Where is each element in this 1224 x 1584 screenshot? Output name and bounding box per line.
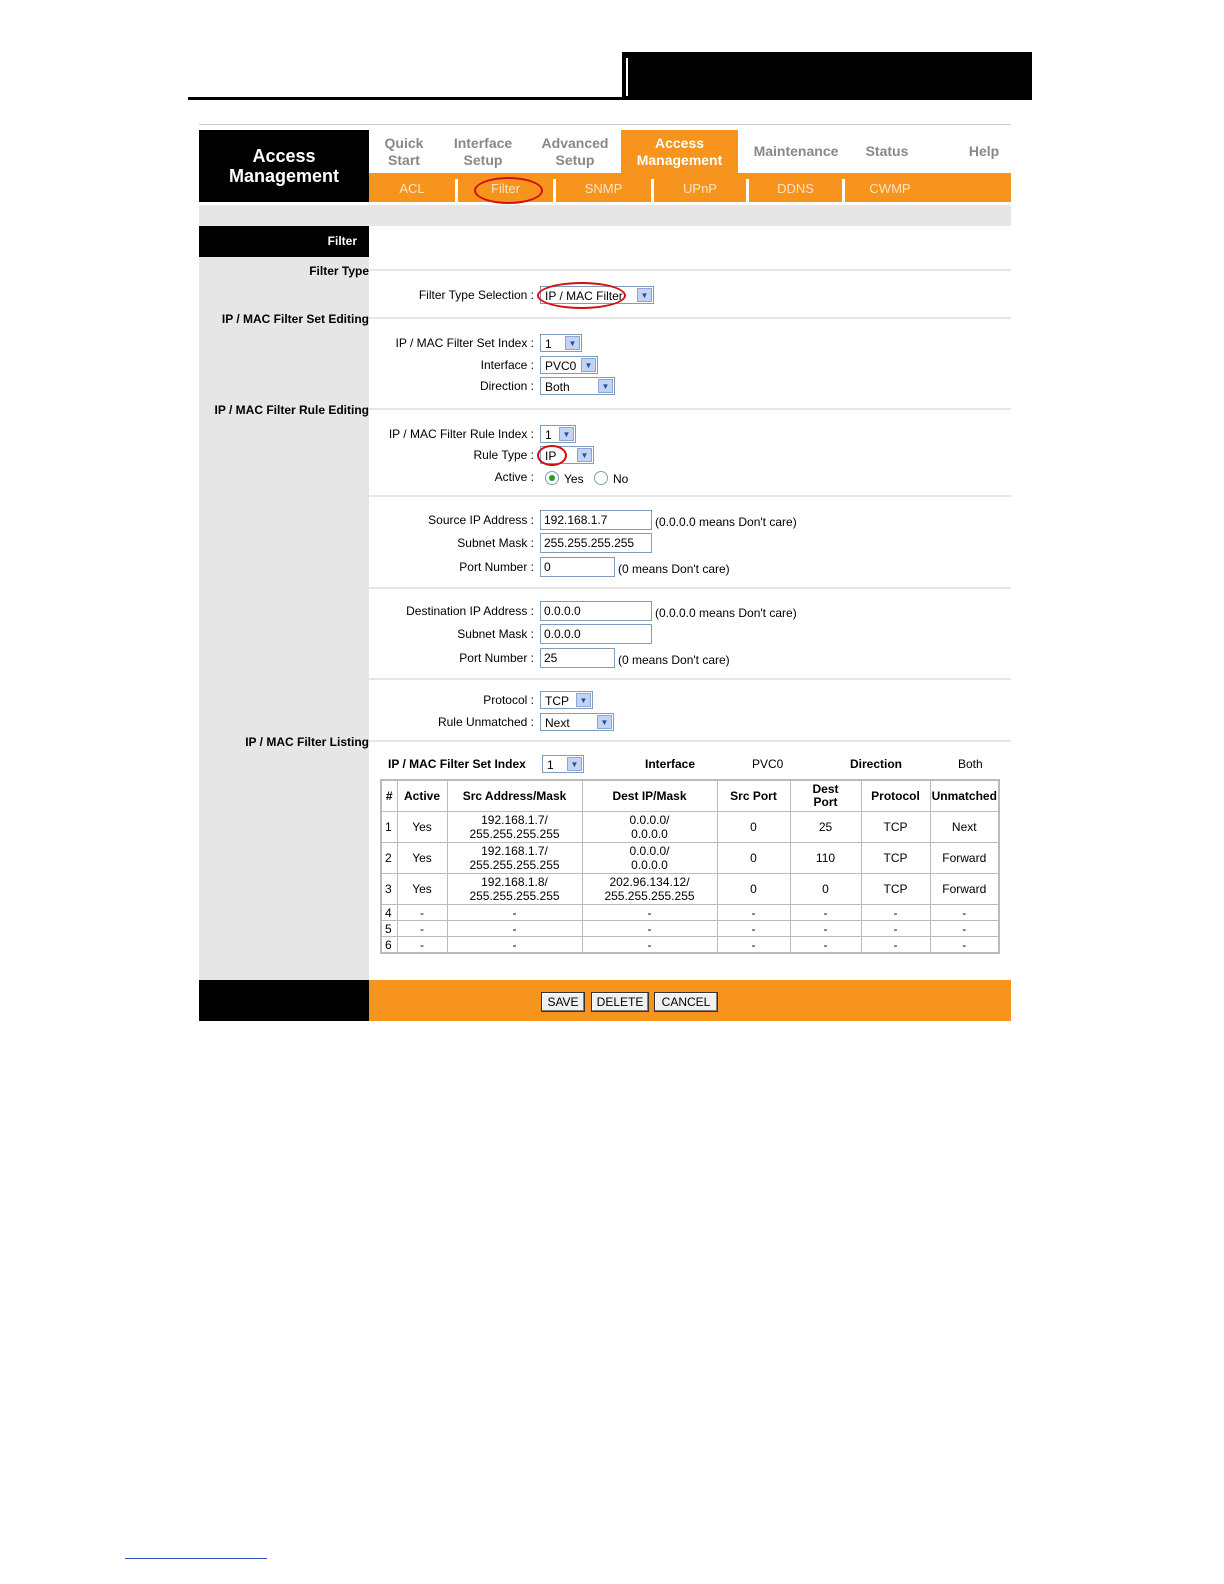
table-cell: 0.0.0.0/ 0.0.0.0 — [582, 812, 717, 843]
interface-select[interactable] — [540, 356, 598, 374]
source-port-label: Port Number : — [459, 560, 534, 574]
table-cell: - — [447, 905, 582, 921]
table-cell: - — [582, 905, 717, 921]
filter-type-label: Filter Type Selection : — [418, 288, 534, 302]
filter-type-heading: Filter Type — [309, 264, 369, 278]
nav-interface-setup[interactable]: Interface Setup — [453, 134, 513, 168]
subnav-acl[interactable]: ACL — [399, 181, 425, 196]
table-cell: 0.0.0.0/ 0.0.0.0 — [582, 843, 717, 874]
direction-label: Direction : — [479, 379, 534, 393]
rule-unmatched-value: Next — [545, 716, 570, 730]
table-cell: - — [790, 937, 861, 954]
table-cell: 5 — [381, 921, 397, 937]
listing-set-index-select[interactable] — [542, 755, 584, 773]
chevron-down-icon: ▼ — [597, 715, 612, 729]
divider — [369, 408, 1011, 410]
table-cell: Next — [930, 812, 999, 843]
source-port-hint: (0 means Don't care) — [618, 562, 730, 576]
table-header-row — [381, 780, 999, 812]
set-index-label: IP / MAC Filter Set Index : — [395, 336, 534, 350]
divider — [369, 317, 1011, 319]
table-cell: - — [790, 921, 861, 937]
source-ip-input[interactable]: 192.168.1.7 — [540, 510, 652, 530]
interface-value: PVC0 — [545, 359, 577, 373]
col-header: Dest Port — [790, 780, 861, 812]
listing-interface-label: Interface — [645, 757, 696, 771]
table-cell: 0 — [790, 874, 861, 905]
save-button[interactable]: SAVE — [541, 992, 585, 1012]
table-cell: 110 — [790, 843, 861, 874]
table-cell: 0 — [717, 843, 790, 874]
listing-direction-value: Both — [958, 757, 983, 771]
listing-set-index-value: 1 — [547, 758, 554, 772]
protocol-value: TCP — [545, 694, 569, 708]
divider — [199, 124, 1011, 125]
subnav-filter[interactable]: Filter — [491, 181, 520, 196]
col-header: Active — [397, 780, 447, 812]
col-header: Src Port — [717, 780, 790, 812]
rule-type-select[interactable] — [540, 446, 594, 464]
table-cell: - — [861, 937, 930, 954]
dest-port-hint: (0 means Don't care) — [618, 653, 730, 667]
table-cell: - — [790, 905, 861, 921]
active-no-label: No — [613, 472, 629, 486]
divider — [369, 678, 1011, 680]
active-yes-label: Yes — [564, 472, 584, 486]
nav-quick-start[interactable]: Quick Start — [384, 134, 424, 168]
left-label-column — [199, 226, 369, 980]
table-cell: Yes — [397, 874, 447, 905]
table-cell: 192.168.1.8/ 255.255.255.255 — [447, 874, 582, 905]
table-row — [381, 905, 999, 921]
section-title: Filter — [327, 234, 357, 248]
table-cell: - — [930, 937, 999, 954]
nav-maintenance[interactable]: Maintenance — [753, 143, 839, 159]
filter-type-select[interactable] — [540, 286, 654, 304]
chevron-down-icon: ▼ — [576, 693, 591, 707]
table-cell: - — [717, 905, 790, 921]
table-cell: - — [447, 921, 582, 937]
table-row — [381, 937, 999, 954]
table-cell: - — [397, 921, 447, 937]
nav-access-management[interactable]: Access Management — [621, 130, 738, 173]
filter-type-value: IP / MAC Filter — [545, 289, 623, 303]
brand-line-1: Access — [252, 146, 316, 166]
brand-line-2: Management — [228, 166, 340, 186]
chevron-down-icon: ▼ — [637, 288, 652, 302]
brand-title — [199, 130, 369, 202]
cancel-button[interactable]: CANCEL — [654, 992, 718, 1012]
set-editing-heading: IP / MAC Filter Set Editing — [221, 312, 369, 326]
chevron-down-icon: ▼ — [577, 448, 592, 462]
source-port-input[interactable]: 0 — [540, 557, 615, 577]
table-row — [381, 921, 999, 937]
nav-status[interactable]: Status — [865, 143, 909, 159]
table-cell: 192.168.1.7/ 255.255.255.255 — [447, 812, 582, 843]
nav-advanced-setup[interactable]: Advanced Setup — [541, 134, 609, 168]
table-row — [381, 812, 999, 843]
table-cell: 0 — [717, 874, 790, 905]
chevron-down-icon: ▼ — [598, 379, 613, 393]
chevron-down-icon: ▼ — [559, 427, 574, 441]
table-cell: Forward — [930, 843, 999, 874]
divider — [369, 587, 1011, 589]
table-cell: - — [582, 937, 717, 954]
chevron-down-icon: ▼ — [581, 358, 596, 372]
table-cell: - — [447, 937, 582, 954]
table-row — [381, 874, 999, 905]
protocol-label: Protocol : — [483, 693, 534, 707]
divider — [369, 495, 1011, 497]
listing-direction-label: Direction — [850, 757, 903, 771]
divider — [369, 269, 1011, 271]
dest-ip-input[interactable]: 0.0.0.0 — [540, 601, 652, 621]
table-row — [381, 843, 999, 874]
rule-index-label: IP / MAC Filter Rule Index : — [388, 427, 534, 441]
dest-port-label: Port Number : — [459, 651, 534, 665]
document-header-rule — [188, 97, 624, 100]
spacer-band — [199, 205, 1011, 226]
subnav-cwmp[interactable]: CWMP — [869, 181, 911, 196]
top-navigation — [369, 130, 1011, 173]
dest-ip-label: Destination IP Address : — [406, 604, 534, 618]
active-label: Active : — [494, 470, 534, 484]
table-cell: 1 — [381, 812, 397, 843]
table-cell: Yes — [397, 812, 447, 843]
source-ip-hint: (0.0.0.0 means Don't care) — [655, 515, 797, 529]
table-cell: TCP — [861, 812, 930, 843]
table-cell: TCP — [861, 843, 930, 874]
table-cell: - — [582, 921, 717, 937]
table-cell: 0 — [717, 812, 790, 843]
chevron-down-icon: ▼ — [565, 336, 580, 350]
rule-type-value: IP — [545, 449, 557, 463]
source-ip-label: Source IP Address : — [428, 513, 534, 527]
table-cell: - — [717, 937, 790, 954]
table-cell: 25 — [790, 812, 861, 843]
dest-mask-label: Subnet Mask : — [457, 627, 534, 641]
table-cell: - — [930, 921, 999, 937]
table-cell: 6 — [381, 937, 397, 954]
protocol-select[interactable] — [540, 691, 593, 709]
rule-index-select[interactable] — [540, 425, 576, 443]
table-cell: 192.168.1.7/ 255.255.255.255 — [447, 843, 582, 874]
interface-label: Interface : — [480, 358, 534, 372]
table-cell: - — [717, 921, 790, 937]
table-cell: 3 — [381, 874, 397, 905]
source-mask-input[interactable]: 255.255.255.255 — [540, 533, 652, 553]
table-cell: 2 — [381, 843, 397, 874]
divider — [369, 740, 1011, 742]
rule-unmatched-label: Rule Unmatched : — [437, 715, 534, 729]
subnav-upnp[interactable]: UPnP — [683, 181, 717, 196]
sub-navigation — [369, 173, 1011, 202]
direction-select[interactable] — [540, 377, 615, 395]
section-header — [199, 226, 369, 257]
table-cell: Forward — [930, 874, 999, 905]
source-mask-label: Subnet Mask : — [457, 536, 534, 550]
col-header: Unmatched — [930, 780, 999, 812]
active-no-radio[interactable] — [594, 471, 608, 485]
col-header: Dest IP/Mask — [582, 780, 717, 812]
subnav-ddns[interactable]: DDNS — [777, 181, 814, 196]
dest-mask-input[interactable]: 0.0.0.0 — [540, 624, 652, 644]
filter-listing-table — [380, 779, 1000, 954]
table-cell: - — [397, 905, 447, 921]
rule-index-value: 1 — [545, 428, 552, 442]
col-header: Src Address/Mask — [447, 780, 582, 812]
table-cell: TCP — [861, 874, 930, 905]
col-header: # — [381, 780, 397, 812]
direction-value: Both — [545, 380, 570, 394]
dest-ip-hint: (0.0.0.0 means Don't care) — [655, 606, 797, 620]
table-cell: - — [861, 921, 930, 937]
dest-port-input[interactable]: 25 — [540, 648, 615, 668]
table-cell: - — [861, 905, 930, 921]
document-header-block — [622, 52, 1032, 100]
table-cell: 4 — [381, 905, 397, 921]
delete-button[interactable]: DELETE — [591, 992, 649, 1012]
table-cell: - — [397, 937, 447, 954]
active-yes-radio[interactable] — [545, 471, 559, 485]
table-cell: 202.96.134.12/ 255.255.255.255 — [582, 874, 717, 905]
set-index-value: 1 — [545, 337, 552, 351]
chevron-down-icon: ▼ — [567, 757, 582, 771]
listing-set-index-label: IP / MAC Filter Set Index — [388, 757, 526, 771]
table-cell: - — [930, 905, 999, 921]
footer-left-block — [199, 980, 369, 1021]
set-index-select[interactable] — [540, 334, 582, 352]
listing-heading: IP / MAC Filter Listing — [245, 735, 369, 749]
table-cell: Yes — [397, 843, 447, 874]
rule-unmatched-select[interactable] — [540, 713, 614, 731]
document-footer-rule — [125, 1558, 267, 1559]
listing-interface-value: PVC0 — [752, 757, 784, 771]
rule-type-label: Rule Type : — [473, 448, 534, 462]
col-header: Protocol — [861, 780, 930, 812]
nav-help[interactable]: Help — [968, 143, 1000, 159]
subnav-snmp[interactable]: SNMP — [584, 181, 623, 196]
rule-editing-heading: IP / MAC Filter Rule Editing — [214, 403, 369, 417]
